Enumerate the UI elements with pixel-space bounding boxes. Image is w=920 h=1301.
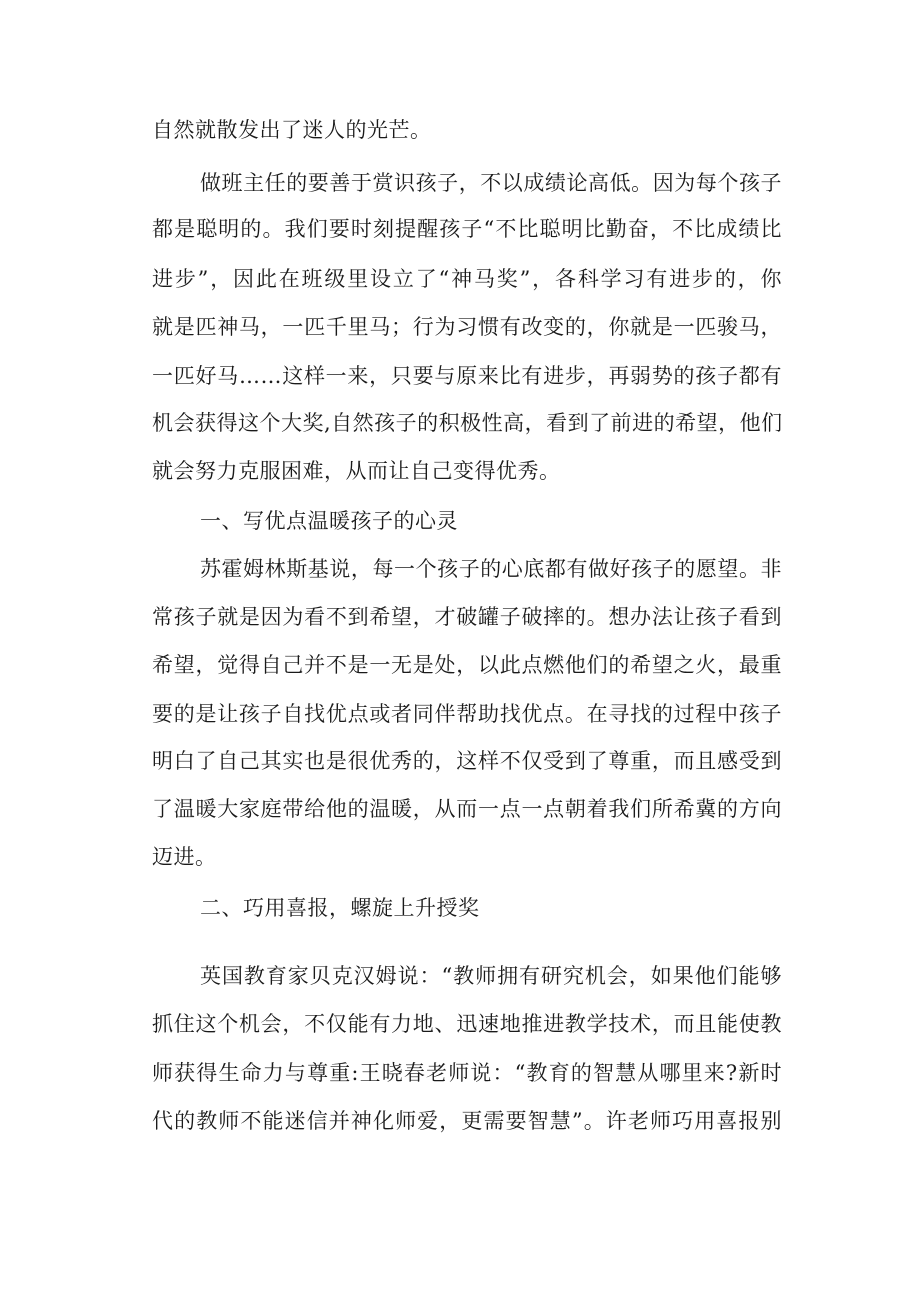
paragraph-line: 自然就散发出了迷人的光芒。: [152, 118, 432, 142]
paragraph-line: 师获得生命力与尊重:王晓春老师说：“教育的智慧从哪里来?新时: [152, 1061, 782, 1085]
paragraph-line: 抓住这个机会，不仅能有力地、迅速地推进教学技术，而且能使教: [152, 1012, 782, 1036]
paragraph-line: 苏霍姆林斯基说，每一个孩子的心底都有做好孩子的愿望。非: [200, 557, 782, 581]
paragraph-line: 都是聪明的。我们要时刻提醒孩子“不比聪明比勤奋，不比成绩比: [152, 217, 782, 241]
paragraph-line: 机会获得这个大奖,自然孩子的积极性高，看到了前进的希望，他们: [152, 411, 783, 435]
section-heading: 二、巧用喜报，螺旋上升授奖: [200, 896, 480, 920]
section-heading: 一、写优点温暖孩子的心灵: [200, 509, 458, 533]
paragraph-line: 英国教育家贝克汉姆说：“教师拥有研究机会，如果他们能够: [200, 964, 782, 988]
paragraph-line: 希望，觉得自己并不是一无是处，以此点燃他们的希望之火，最重: [152, 653, 782, 677]
paragraph-line: 就是匹神马，一匹千里马；行为习惯有改变的，你就是一匹骏马，: [152, 315, 782, 339]
paragraph-line: 进步”，因此在班级里设立了“神马奖”，各科学习有进步的，你: [152, 267, 782, 291]
paragraph-line: 代的教师不能迷信并神化师爱，更需要智慧”。许老师巧用喜报别: [152, 1109, 782, 1133]
paragraph-line: 就会努力克服困难，从而让自己变得优秀。: [152, 459, 561, 483]
paragraph-line: 要的是让孩子自找优点或者同伴帮助找优点。在寻找的过程中孩子: [152, 702, 782, 726]
paragraph-line: 常孩子就是因为看不到希望，才破罐子破摔的。想办法让孩子看到: [152, 605, 782, 629]
paragraph-line: 一匹好马……这样一来，只要与原来比有进步，再弱势的孩子都有: [152, 364, 782, 388]
paragraph-line: 明白了自己其实也是很优秀的，这样不仅受到了尊重，而且感受到: [152, 749, 782, 773]
paragraph-line: 了温暖大家庭带给他的温暖，从而一点一点朝着我们所希冀的方向: [152, 797, 782, 821]
paragraph-line: 迈进。: [152, 845, 217, 869]
paragraph-line: 做班主任的要善于赏识孩子，不以成绩论高低。因为每个孩子: [200, 171, 782, 195]
